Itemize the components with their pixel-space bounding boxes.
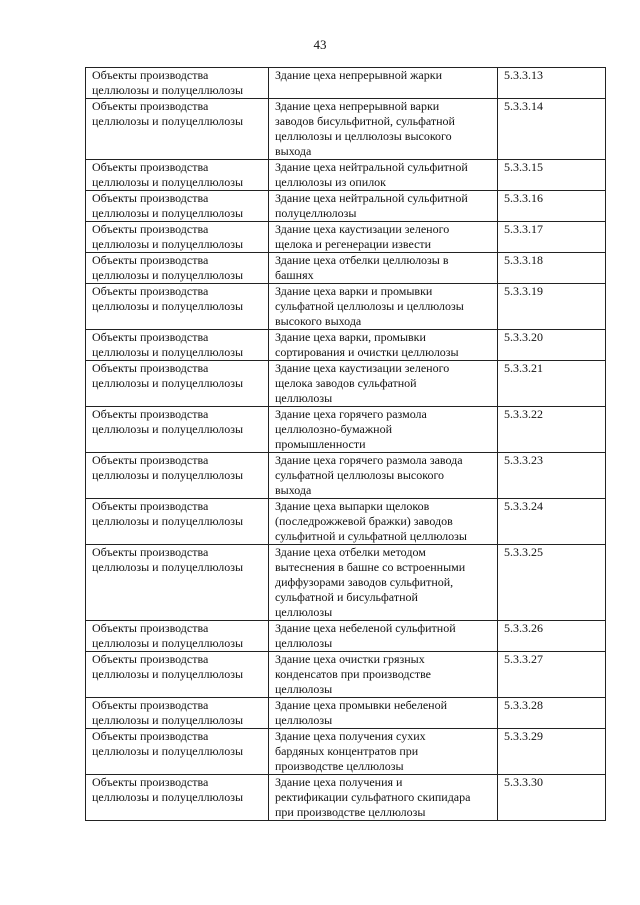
object-cell: Объекты производства целлюлозы и полуцеллюлозы bbox=[86, 222, 269, 253]
building-cell: Здание цеха варки, промывки сортирования и очистки целлюлозы bbox=[269, 330, 498, 361]
object-cell: Объекты производства целлюлозы и полуцеллюлозы bbox=[86, 545, 269, 621]
table-row bbox=[86, 99, 606, 160]
code-cell: 5.3.3.29 bbox=[498, 729, 606, 775]
code-cell: 5.3.3.15 bbox=[498, 160, 606, 191]
code-cell: 5.3.3.20 bbox=[498, 330, 606, 361]
building-cell: Здание цеха получения и ректификации сульфатного скипидара при производстве целлюлозы bbox=[269, 775, 498, 821]
building-cell: Здание цеха отбелки методом вытеснения в башне со встроенными диффузорами заводов сульфитной, сульфатной и бисульфатной целлюлозы bbox=[269, 545, 498, 621]
building-cell: Здание цеха каустизации зеленого щелока и регенерации извести bbox=[269, 222, 498, 253]
code-cell: 5.3.3.27 bbox=[498, 652, 606, 698]
code-cell: 5.3.3.24 bbox=[498, 499, 606, 545]
table-row bbox=[86, 499, 606, 545]
code-cell: 5.3.3.22 bbox=[498, 407, 606, 453]
code-cell: 5.3.3.17 bbox=[498, 222, 606, 253]
building-cell: Здание цеха непрерывной жарки bbox=[269, 68, 498, 99]
building-cell: Здание цеха получения сухих бардяных концентратов при производстве целлюлозы bbox=[269, 729, 498, 775]
table-row bbox=[86, 775, 606, 821]
object-cell: Объекты производства целлюлозы и полуцеллюлозы bbox=[86, 453, 269, 499]
code-cell: 5.3.3.30 bbox=[498, 775, 606, 821]
building-cell: Здание цеха выпарки щелоков (последрожжевой бражки) заводов сульфитной и сульфатной целлюлозы bbox=[269, 499, 498, 545]
document-table bbox=[85, 67, 606, 821]
table-row bbox=[86, 545, 606, 621]
code-cell: 5.3.3.28 bbox=[498, 698, 606, 729]
table-row bbox=[86, 222, 606, 253]
building-cell: Здание цеха горячего размола целлюлозно-бумажной промышленности bbox=[269, 407, 498, 453]
object-cell: Объекты производства целлюлозы и полуцеллюлозы bbox=[86, 775, 269, 821]
building-cell: Здание цеха варки и промывки сульфатной целлюлозы и целлюлозы высокого выхода bbox=[269, 284, 498, 330]
object-cell: Объекты производства целлюлозы и полуцеллюлозы bbox=[86, 621, 269, 652]
building-cell: Здание цеха промывки небеленой целлюлозы bbox=[269, 698, 498, 729]
code-cell: 5.3.3.16 bbox=[498, 191, 606, 222]
object-cell: Объекты производства целлюлозы и полуцеллюлозы bbox=[86, 361, 269, 407]
table-row bbox=[86, 453, 606, 499]
table-body bbox=[86, 68, 606, 821]
table-row bbox=[86, 284, 606, 330]
code-cell: 5.3.3.26 bbox=[498, 621, 606, 652]
building-cell: Здание цеха каустизации зеленого щелока заводов сульфатной целлюлозы bbox=[269, 361, 498, 407]
object-cell: Объекты производства целлюлозы и полуцеллюлозы bbox=[86, 99, 269, 160]
table-row bbox=[86, 330, 606, 361]
building-cell: Здание цеха нейтральной сульфитной целлюлозы из опилок bbox=[269, 160, 498, 191]
code-cell: 5.3.3.19 bbox=[498, 284, 606, 330]
object-cell: Объекты производства целлюлозы и полуцеллюлозы bbox=[86, 698, 269, 729]
table-row bbox=[86, 68, 606, 99]
table-row bbox=[86, 698, 606, 729]
object-cell: Объекты производства целлюлозы и полуцеллюлозы bbox=[86, 160, 269, 191]
object-cell: Объекты производства целлюлозы и полуцеллюлозы bbox=[86, 729, 269, 775]
object-cell: Объекты производства целлюлозы и полуцеллюлозы bbox=[86, 284, 269, 330]
code-cell: 5.3.3.18 bbox=[498, 253, 606, 284]
object-cell: Объекты производства целлюлозы и полуцеллюлозы bbox=[86, 330, 269, 361]
page-number: 43 bbox=[313, 37, 327, 52]
table-row bbox=[86, 729, 606, 775]
building-cell: Здание цеха нейтральной сульфитной полуцеллюлозы bbox=[269, 191, 498, 222]
table-row bbox=[86, 191, 606, 222]
code-cell: 5.3.3.25 bbox=[498, 545, 606, 621]
code-cell: 5.3.3.21 bbox=[498, 361, 606, 407]
object-cell: Объекты производства целлюлозы и полуцеллюлозы bbox=[86, 652, 269, 698]
building-cell: Здание цеха небеленой сульфитной целлюлозы bbox=[269, 621, 498, 652]
building-cell: Здание цеха очистки грязных конденсатов при производстве целлюлозы bbox=[269, 652, 498, 698]
table-row bbox=[86, 652, 606, 698]
building-cell: Здание цеха горячего размола завода сульфатной целлюлозы высокого выхода bbox=[269, 453, 498, 499]
table-row bbox=[86, 253, 606, 284]
code-cell: 5.3.3.14 bbox=[498, 99, 606, 160]
object-cell: Объекты производства целлюлозы и полуцеллюлозы bbox=[86, 407, 269, 453]
object-cell: Объекты производства целлюлозы и полуцеллюлозы bbox=[86, 191, 269, 222]
object-cell: Объекты производства целлюлозы и полуцеллюлозы bbox=[86, 499, 269, 545]
object-cell: Объекты производства целлюлозы и полуцеллюлозы bbox=[86, 68, 269, 99]
object-cell: Объекты производства целлюлозы и полуцеллюлозы bbox=[86, 253, 269, 284]
table-row bbox=[86, 621, 606, 652]
building-cell: Здание цеха непрерывной варки заводов бисульфитной, сульфатной целлюлозы и целлюлозы высокого выхода bbox=[269, 99, 498, 160]
code-cell: 5.3.3.13 bbox=[498, 68, 606, 99]
table-row bbox=[86, 361, 606, 407]
building-cell: Здание цеха отбелки целлюлозы в башнях bbox=[269, 253, 498, 284]
code-cell: 5.3.3.23 bbox=[498, 453, 606, 499]
table-row bbox=[86, 407, 606, 453]
table-row bbox=[86, 160, 606, 191]
